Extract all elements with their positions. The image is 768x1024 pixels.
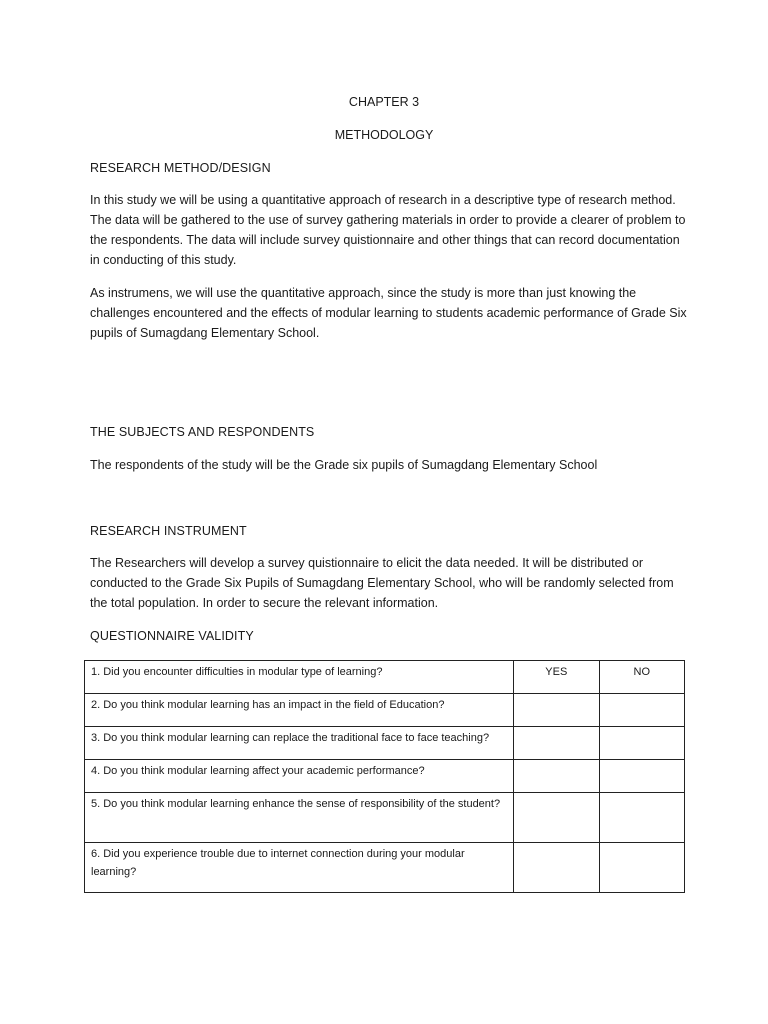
question-cell: 2. Do you think modular learning has an impact in the field of Education? <box>85 694 514 727</box>
yes-answer-cell <box>514 793 600 843</box>
questionnaire-table <box>84 660 685 893</box>
yes-header-cell: YES <box>514 661 600 694</box>
subjects-paragraph: The respondents of the study will be the Grade six pupils of Sumagdang Elementary School <box>90 458 598 472</box>
no-header-cell: NO <box>599 661 684 694</box>
document-title: METHODOLOGY <box>334 128 434 142</box>
no-answer-cell <box>599 694 684 727</box>
question-cell: 1. Did you encounter difficulties in modular type of learning? <box>85 661 514 694</box>
table-row <box>85 793 685 843</box>
no-answer-cell <box>599 727 684 760</box>
yes-answer-cell <box>514 843 600 893</box>
yes-answer-cell <box>514 727 600 760</box>
yes-answer-cell <box>514 760 600 793</box>
section-heading-method: RESEARCH METHOD/DESIGN <box>90 161 271 175</box>
table-row <box>85 661 685 694</box>
method-paragraph-1: In this study we will be using a quantitative approach of research in a descriptive type of research method. The data will be gathered to the use of survey gathering materials in order to provide a clearer of problem to the respondents. The data will include survey quistionnaire and other things that can record documentation in conducting of this study. <box>90 193 686 267</box>
no-answer-cell <box>599 793 684 843</box>
instrument-paragraph: The Researchers will develop a survey quistionnaire to elicit the data needed. It will be distributed or conducted to the Grade Six Pupils of Sumagdang Elementary School, who will be randomly selected from the total population. In order to secure the relevant information. <box>90 556 674 610</box>
question-cell: 3. Do you think modular learning can replace the traditional face to face teaching? <box>85 727 514 760</box>
yes-answer-cell <box>514 694 600 727</box>
method-paragraph-2: As instrumens, we will use the quantitative approach, since the study is more than just knowing the challenges encountered and the effects of modular learning to students academic performance of Grade Six pupils of Sumagdang Elementary School. <box>90 286 687 340</box>
chapter-label: CHAPTER 3 <box>348 95 420 109</box>
table-row <box>85 694 685 727</box>
question-cell: 4. Do you think modular learning affect your academic performance? <box>85 760 514 793</box>
section-heading-subjects: THE SUBJECTS AND RESPONDENTS <box>90 425 315 439</box>
no-answer-cell <box>599 843 684 893</box>
section-heading-validity: QUESTIONNAIRE VALIDITY <box>90 629 254 643</box>
section-heading-instrument: RESEARCH INSTRUMENT <box>90 524 247 538</box>
table-row <box>85 843 685 893</box>
table-row <box>85 727 685 760</box>
question-cell: 6. Did you experience trouble due to internet connection during your modular learning? <box>85 843 514 893</box>
table-row <box>85 760 685 793</box>
no-answer-cell <box>599 760 684 793</box>
question-cell: 5. Do you think modular learning enhance the sense of responsibility of the student? <box>85 793 514 843</box>
